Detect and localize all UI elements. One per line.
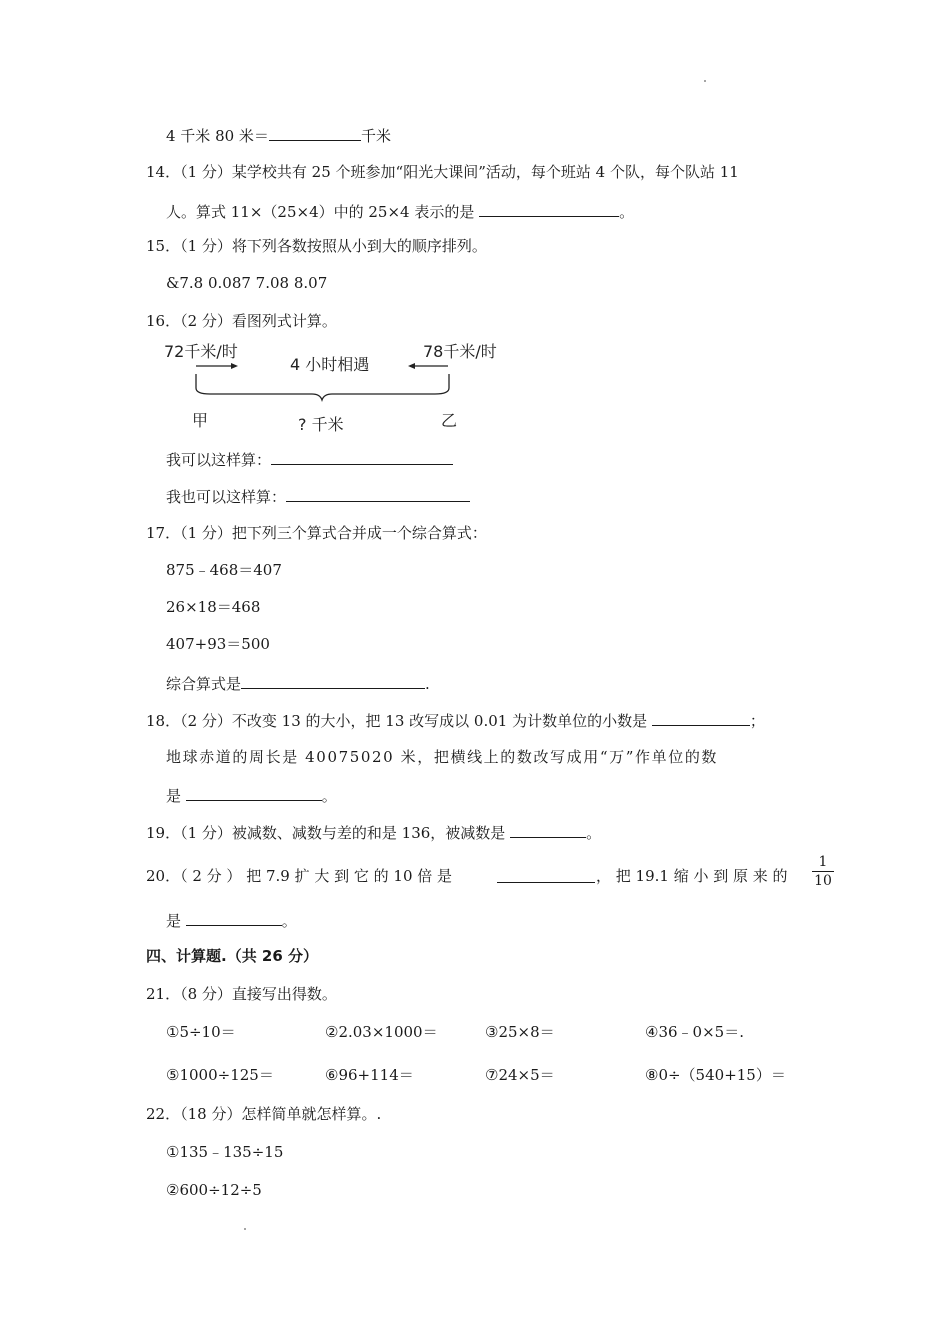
q17-answer-blank[interactable] (241, 672, 425, 689)
distance-label: ? 千米 (298, 415, 344, 434)
q20-blank1[interactable] (497, 866, 595, 883)
q15-numbers: &7.8 0.087 7.08 8.07 (166, 274, 328, 292)
q21-item-7: ⑦24×5＝ (485, 1066, 555, 1084)
q19-suffix: 。 (586, 824, 602, 842)
q18-line2: 地球赤道的周长是 40075020 米，把横线上的数改写成用“万”作单位的数 (166, 748, 719, 766)
meet-label: 4 小时相遇 (290, 355, 370, 374)
q19-prefix: 19．（1 分）被减数、减数与差的和是 136，被减数是 (146, 824, 511, 842)
q18-line1 (146, 709, 765, 731)
q21-item-6: ⑥96+114＝ (325, 1066, 414, 1084)
speed-left-label: 72千米/时 (164, 342, 238, 361)
q21-item-1: ①5÷10＝ (166, 1023, 236, 1041)
q17-answer (166, 672, 430, 694)
q20-line2-suffix: 。 (281, 912, 297, 930)
q17-answer-suffix: . (425, 675, 430, 693)
q21-item-4: ④36﹣0×5＝. (645, 1023, 744, 1041)
q21-item-5: ⑤1000÷125＝ (166, 1066, 274, 1084)
scan-dot-top (704, 80, 706, 82)
q21-item-2: ②2.03×1000＝ (325, 1023, 438, 1041)
q20-fraction (812, 854, 834, 889)
q13-prefix: 4 千米 80 米＝ (166, 127, 269, 145)
q20-part2: ， 把 19.1 缩 小 到 原 来 的 (596, 867, 788, 885)
q21-item-8: ⑧0÷（540+15）＝ (645, 1066, 786, 1084)
speed-right-label: 78千米/时 (423, 342, 497, 361)
meeting-diagram (160, 338, 520, 438)
distance-brace (196, 388, 449, 400)
q17-answer-label: 综合算式是 (166, 675, 242, 693)
q17-eq1: 875﹣468＝407 (166, 561, 282, 579)
q18-line1-prefix: 18．（2 分）不改变 13 的大小，把 13 改写成以 0.01 为计数单位的小数是 (146, 712, 652, 730)
q14-answer-blank[interactable] (479, 200, 619, 217)
q20-fraction-denominator: 10 (814, 873, 832, 889)
q15-line1: 15．（1 分）将下列各数按照从小到大的顺序排列。 (146, 237, 487, 255)
q17-eq2: 26×18＝468 (166, 598, 261, 616)
q13-line (166, 124, 391, 146)
q14-line2-prefix: 人。算式 11×（25×4）中的 25×4 表示的是 (166, 203, 480, 221)
q18-line3-prefix: 是 (166, 787, 186, 805)
q18-line3-suffix: 。 (321, 787, 337, 805)
q13-suffix: 千米 (360, 127, 391, 145)
q18-line1-suffix: ； (749, 712, 765, 730)
q20-part1: 20．（ 2 分 ） 把 7.9 扩 大 到 它 的 10 倍 是 (146, 867, 453, 885)
q14-line2-suffix: 。 (619, 203, 635, 221)
q21-line1: 21．（8 分）直接写出得数。 (146, 985, 337, 1003)
q14-line1: 14．（1 分）某学校共有 25 个班参加“阳光大课间”活动，每个班站 4 个队，每个队站 11 (146, 163, 739, 181)
q18-blank2[interactable] (186, 784, 322, 801)
q18-line3 (166, 784, 337, 806)
q14-line2 (166, 200, 634, 222)
q20-line2-prefix: 是 (166, 912, 186, 930)
q16-method2-blank[interactable] (286, 485, 470, 502)
q17-eq3: 407+93＝500 (166, 635, 270, 653)
section-title: 四、计算题.（共 26 分） (146, 947, 319, 965)
q19-line (146, 821, 601, 843)
arrow-left-head (231, 363, 238, 369)
q16-method1-blank[interactable] (271, 448, 453, 465)
q22-item2: ②600÷12÷5 (166, 1181, 262, 1199)
place-left-label: 甲 (192, 411, 209, 430)
q18-blank1[interactable] (652, 709, 750, 726)
q20-fraction-bar (812, 871, 834, 872)
q22-line1: 22．（18 分）怎样简单就怎样算。. (146, 1105, 382, 1123)
q16-method2-label: 我也可以这样算： (166, 488, 287, 506)
q20-fraction-numerator: 1 (818, 854, 828, 870)
q20-blank2[interactable] (186, 909, 282, 926)
q19-blank[interactable] (510, 821, 586, 838)
place-right-label: 乙 (441, 411, 458, 430)
q17-line1: 17．（1 分）把下列三个算式合并成一个综合算式： (146, 524, 487, 542)
q13-answer-blank[interactable] (269, 124, 361, 141)
q16-method1 (166, 448, 453, 470)
q16-method1-label: 我可以这样算： (166, 451, 272, 469)
q16-method2 (166, 485, 470, 507)
scan-dot-bottom (244, 1228, 246, 1230)
q20-line2 (166, 909, 297, 931)
q22-item1: ①135﹣135÷15 (166, 1143, 284, 1161)
q21-item-3: ③25×8＝ (485, 1023, 555, 1041)
arrow-right-head (408, 363, 415, 369)
q16-line1: 16．（2 分）看图列式计算。 (146, 312, 337, 330)
